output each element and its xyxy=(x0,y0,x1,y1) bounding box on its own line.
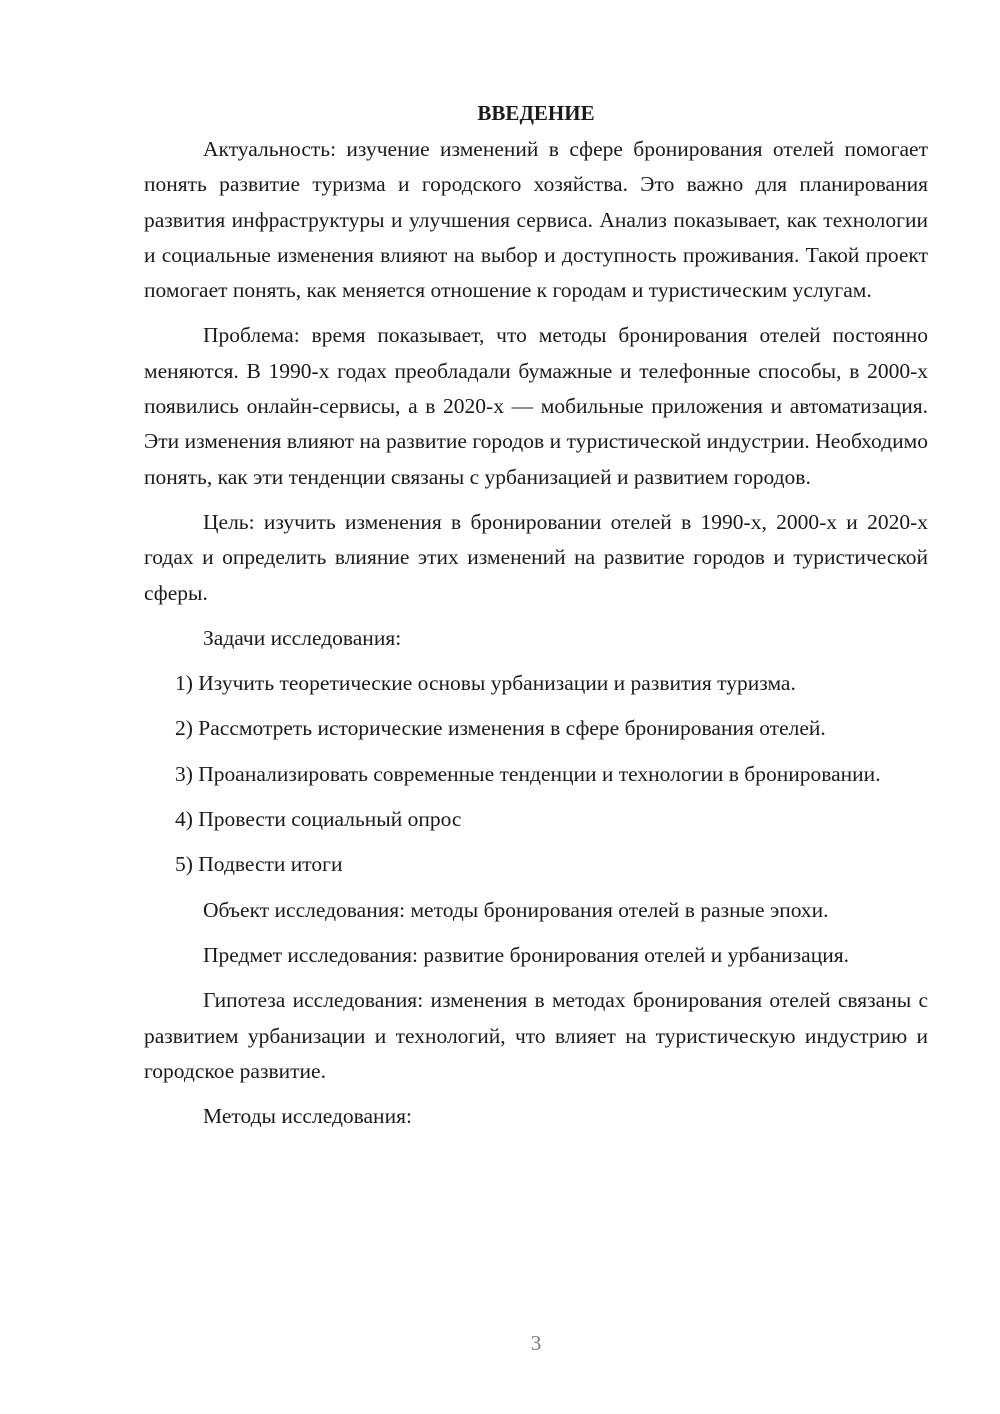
paragraph-relevance: Актуальность: изучение изменений в сфере бронирования отелей помогает понять развитие туризма и городского хозяйства. Это важно для планирования развития инфраструктуры и улучшения сервиса. Анализ показывает, как технологии и социальные изменения влияют на выбор и доступность проживания. Такой проект помогает понять, как меняется отношение к городам и туристическим услугам. xyxy=(144,137,928,303)
paragraph-hypothesis: Гипотеза исследования: изменения в методах бронирования отелей связаны с развитием урбанизации и технологий, что влияет на туристическую индустрию и городское развитие. xyxy=(144,988,928,1083)
paragraph-goal: Цель: изучить изменения в бронировании отелей в 1990-х, 2000-х и 2020-х годах и определить влияние этих изменений на развитие городов и туристической сферы. xyxy=(144,509,928,605)
document-page xyxy=(144,96,928,1144)
paragraph-methods: Методы исследования: xyxy=(203,1104,412,1129)
paragraph-tasks-heading: Задачи исследования: xyxy=(203,625,402,650)
task-item-5: 5) Подвести итоги xyxy=(175,852,343,877)
paragraph-object: Объект исследования: методы бронирования отелей в разные эпохи. xyxy=(203,897,829,922)
paragraph-subject: Предмет исследования: развитие бронирования отелей и урбанизация. xyxy=(203,942,849,967)
task-item-2: 2) Рассмотреть исторические изменения в сфере бронирования отелей. xyxy=(175,716,826,741)
task-item-1: 1) Изучить теоретические основы урбанизации и развития туризма. xyxy=(175,671,796,696)
section-title: ВВЕДЕНИЕ xyxy=(477,101,595,125)
task-item-3: 3) Проанализировать современные тенденции и технологии в бронировании. xyxy=(175,761,881,786)
paragraph-problem: Проблема: время показывает, что методы бронирования отелей постоянно меняются. В 1990-х годах преобладали бумажные и телефонные способы, в 2000-х появились онлайн-сервисы, а в 2020-х — мобильные приложения и автоматизация. Эти изменения влияют на развитие городов и туристической индустрии. Необходимо понять, как эти тенденции связаны с урбанизацией и развитием городов. xyxy=(144,323,928,489)
page-number: 3 xyxy=(530,1331,542,1355)
task-item-4: 4) Провести социальный опрос xyxy=(175,807,462,832)
